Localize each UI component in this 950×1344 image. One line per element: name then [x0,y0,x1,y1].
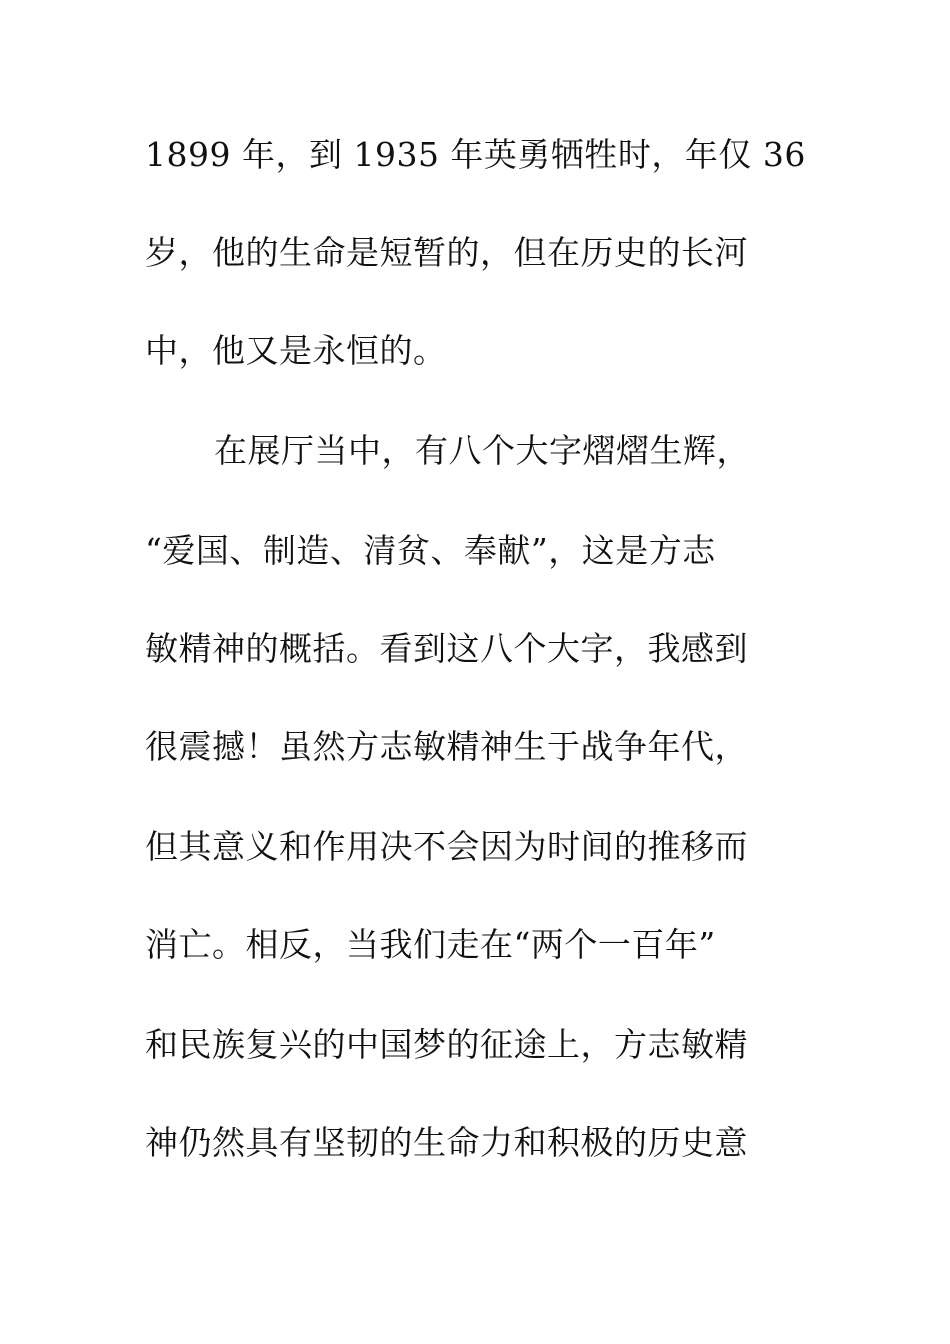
text-line: 中，他又是永恒的。 [145,331,447,370]
paragraph-first-line: 在展厅当中，有八个大字熠熠生辉， [214,431,750,470]
text-line: 岁，他的生命是短暂的，但在历史的长河 [145,233,748,272]
text-line: 很震撼！虽然方志敏精神生于战争年代， [145,727,748,766]
text-line: 但其意义和作用决不会因为时间的推移而 [145,827,748,866]
text-line: “爱国、制造、清贫、奉献”，这是方志 [145,531,716,570]
text-line: 神仍然具有坚韧的生命力和积极的历史意 [145,1123,748,1162]
text-line: 和民族复兴的中国梦的征途上，方志敏精 [145,1025,748,1064]
text-line: 敏精神的概括。看到这八个大字，我感到 [145,629,748,668]
text-line: 消亡。相反，当我们走在“两个一百年” [145,925,716,964]
text-line: 1899 年，到 1935 年英勇牺牲时，年仅 36 [145,135,806,174]
